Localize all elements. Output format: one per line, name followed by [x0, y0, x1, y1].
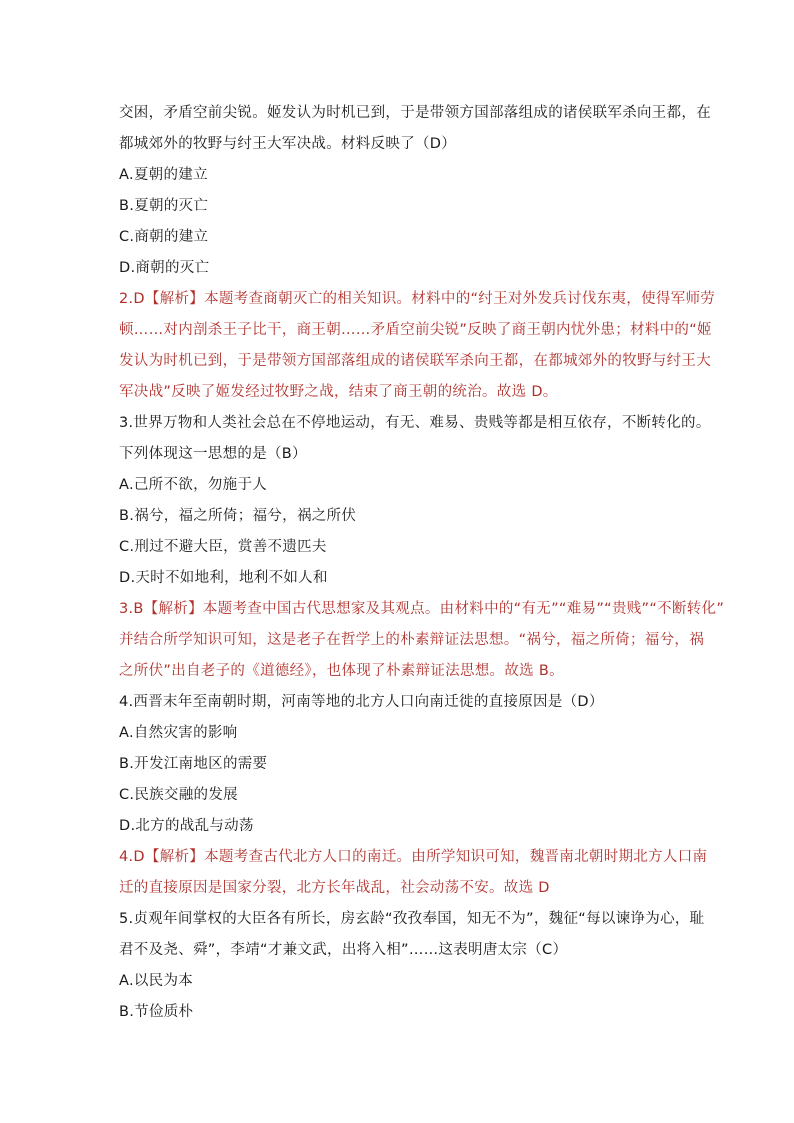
- q1-option-c: C.商朝的建立: [119, 229, 209, 245]
- q3-option-a: A.己所不欲，勿施于人: [119, 477, 268, 493]
- q5-text-line: 君不及尧、舜”，李靖“才兼文武，出将入相”……这表明唐太宗（C）: [119, 942, 568, 958]
- q1-text-line: 都城郊外的牧野与纣王大军决战。材料反映了（D）: [119, 136, 457, 152]
- q3-text-line: 3.世界万物和人类社会总在不停地运动，有无、难易、贵贱等都是相互依存，不断转化的。: [119, 415, 711, 431]
- q1-option-a: A.夏朝的建立: [119, 167, 208, 183]
- answer-3-line: 并结合所学知识可知，这是老子在哲学上的朴素辩证法思想。“祸兮，福之所倚；福兮，祸: [119, 632, 705, 648]
- q5-option-b: B.节俭质朴: [119, 1004, 194, 1020]
- answer-2-line: 顿……对内剖杀王子比干，商王朝……矛盾空前尖锐”反映了商王朝内忧外患；材料中的“姬: [119, 322, 712, 338]
- q4-option-b: B.开发江南地区的需要: [119, 756, 268, 772]
- answer-2-line: 2.D【解析】本题考查商朝灭亡的相关知识。材料中的“纣王对外发兵讨伐东夷，使得军师劳: [119, 291, 716, 307]
- q3-text-line: 下列体现这一思想的是（B）: [119, 446, 307, 462]
- q5-option-a: A.以民为本: [119, 973, 194, 989]
- q4-option-c: C.民族交融的发展: [119, 787, 238, 803]
- answer-3-line: 之所伏”出自老子的《道德经》，也体现了朴素辩证法思想。故选 B。: [119, 663, 564, 679]
- q1-option-b: B.夏朝的灭亡: [119, 198, 209, 214]
- q5-text-line: 5.贞观年间掌权的大臣各有所长，房玄龄“孜孜奉国，知无不为”，魏征“每以谏诤为心，耻: [119, 911, 705, 927]
- q4-text-line: 4.西晋末年至南朝时期，河南等地的北方人口向南迁徙的直接原因是（D）: [119, 694, 604, 710]
- q4-option-a: A.自然灾害的影响: [119, 725, 238, 741]
- answer-3-line: 3.B【解析】本题考查中国古代思想家及其观点。由材料中的“有无”“难易”“贵贱”“不断转化”: [119, 601, 725, 617]
- q3-option-c: C.刑过不避大臣，赏善不遗匹夫: [119, 539, 327, 555]
- q1-text-line: 交困，矛盾空前尖锐。姬发认为时机已到，于是带领方国部落组成的诸侯联军杀向王都，在: [119, 105, 711, 121]
- answer-2-line: 发认为时机已到，于是带领方国部落组成的诸侯联军杀向王都，在都城郊外的牧野与纣王大: [119, 353, 711, 369]
- answer-2-line: 军决战”反映了姬发经过牧野之战，结束了商王朝的统治。故选 D。: [119, 384, 558, 400]
- q3-option-b: B.祸兮，福之所倚；福兮，祸之所伏: [119, 508, 357, 524]
- answer-4-line: 4.D【解析】本题考查古代北方人口的南迁。由所学知识可知，魏晋南北朝时期北方人口南: [119, 849, 708, 865]
- q1-option-d: D.商朝的灭亡: [119, 260, 210, 276]
- q4-option-d: D.北方的战乱与动荡: [119, 818, 254, 834]
- q3-option-d: D.天时不如地利，地利不如人和: [119, 570, 328, 586]
- answer-4-line: 迁的直接原因是国家分裂，北方长年战乱，社会动荡不安。故选 D: [119, 880, 550, 896]
